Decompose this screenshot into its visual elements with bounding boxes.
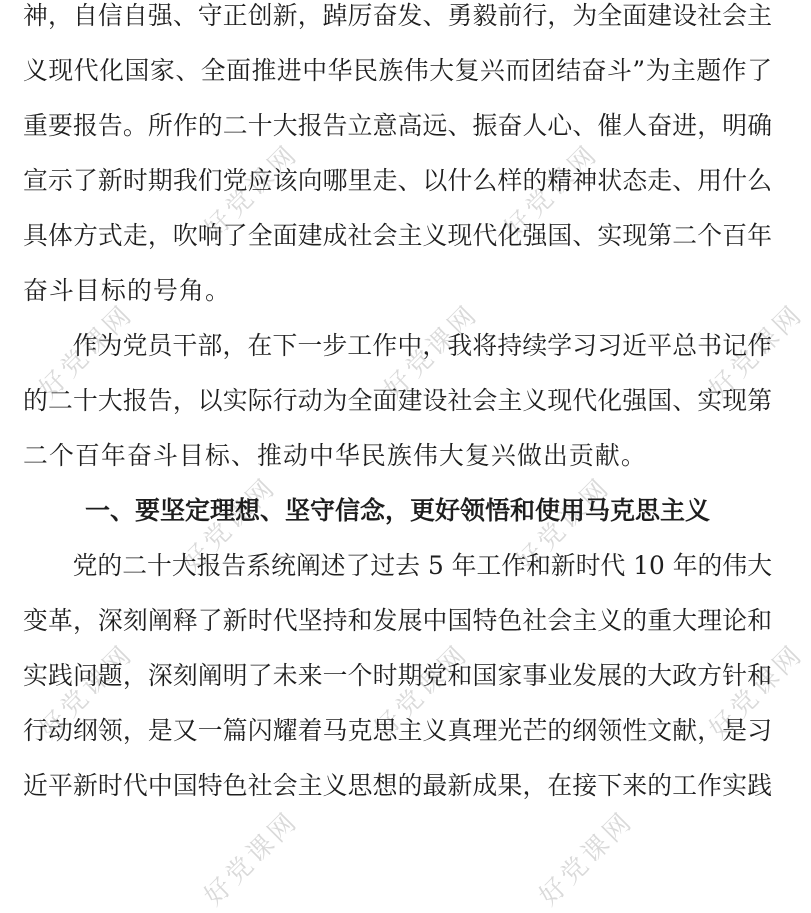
watermark: 好党课网 (368, 638, 475, 745)
document-line: 宣示了新时期我们党应该向哪里走、以什么样的精神状态走、用什么 (23, 166, 772, 195)
document-line: 义现代化国家、全面推进中华民族伟大复兴而团结奋斗”为主题作了 (23, 56, 772, 85)
watermark: 好党课网 (498, 138, 605, 245)
watermark: 好党课网 (198, 805, 305, 912)
watermark: 好党课网 (378, 298, 485, 405)
document-line: 的二十大报告，以实际行动为全面建设社会主义现代化强国、实现第 (23, 386, 772, 415)
document-line: 党的二十大报告系统阐述了过去 5 年工作和新时代 10 年的伟大 (72, 551, 772, 580)
document-line: 二个百年奋斗目标、推动中华民族伟大复兴做出贡献。 (23, 441, 647, 470)
watermark: 好党课网 (703, 298, 810, 405)
watermark: 好党课网 (33, 298, 140, 405)
document-line: 具体方式走，吹响了全面建成社会主义现代化强国、实现第二个百年 (23, 221, 772, 250)
watermark: 好党课网 (510, 471, 617, 578)
document-line: 近平新时代中国特色社会主义思想的最新成果，在接下来的工作实践 (23, 771, 772, 800)
document-line: 奋斗目标的号角。 (23, 276, 231, 305)
watermark: 好党课网 (33, 638, 140, 745)
document-line: 行动纲领，是又一篇闪耀着马克思主义真理光芒的纲领性文献，是习 (23, 716, 772, 745)
document-text (23, 0, 772, 813)
watermark: 好党课网 (533, 805, 640, 912)
document-line: 重要报告。所作的二十大报告立意高远、振奋人心、催人奋进，明确 (23, 111, 772, 140)
document-line: 作为党员干部，在下一步工作中，我将持续学习习近平总书记作 (72, 331, 772, 360)
document-line: 实践问题，深刻阐明了未来一个时期党和国家事业发展的大政方针和 (23, 661, 772, 690)
document-line: 变革，深刻阐释了新时代坚持和发展中国特色社会主义的重大理论和 (23, 606, 772, 635)
document-line: 神，自信自强、守正创新，踔厉奋发、勇毅前行，为全面建设社会主 (23, 1, 772, 30)
watermark: 好党课网 (703, 638, 810, 745)
watermark: 好党课网 (198, 138, 305, 245)
section-heading: 一、要坚定理想、坚守信念，更好领悟和使用马克思主义 (84, 496, 710, 525)
watermark: 好党课网 (176, 471, 283, 578)
